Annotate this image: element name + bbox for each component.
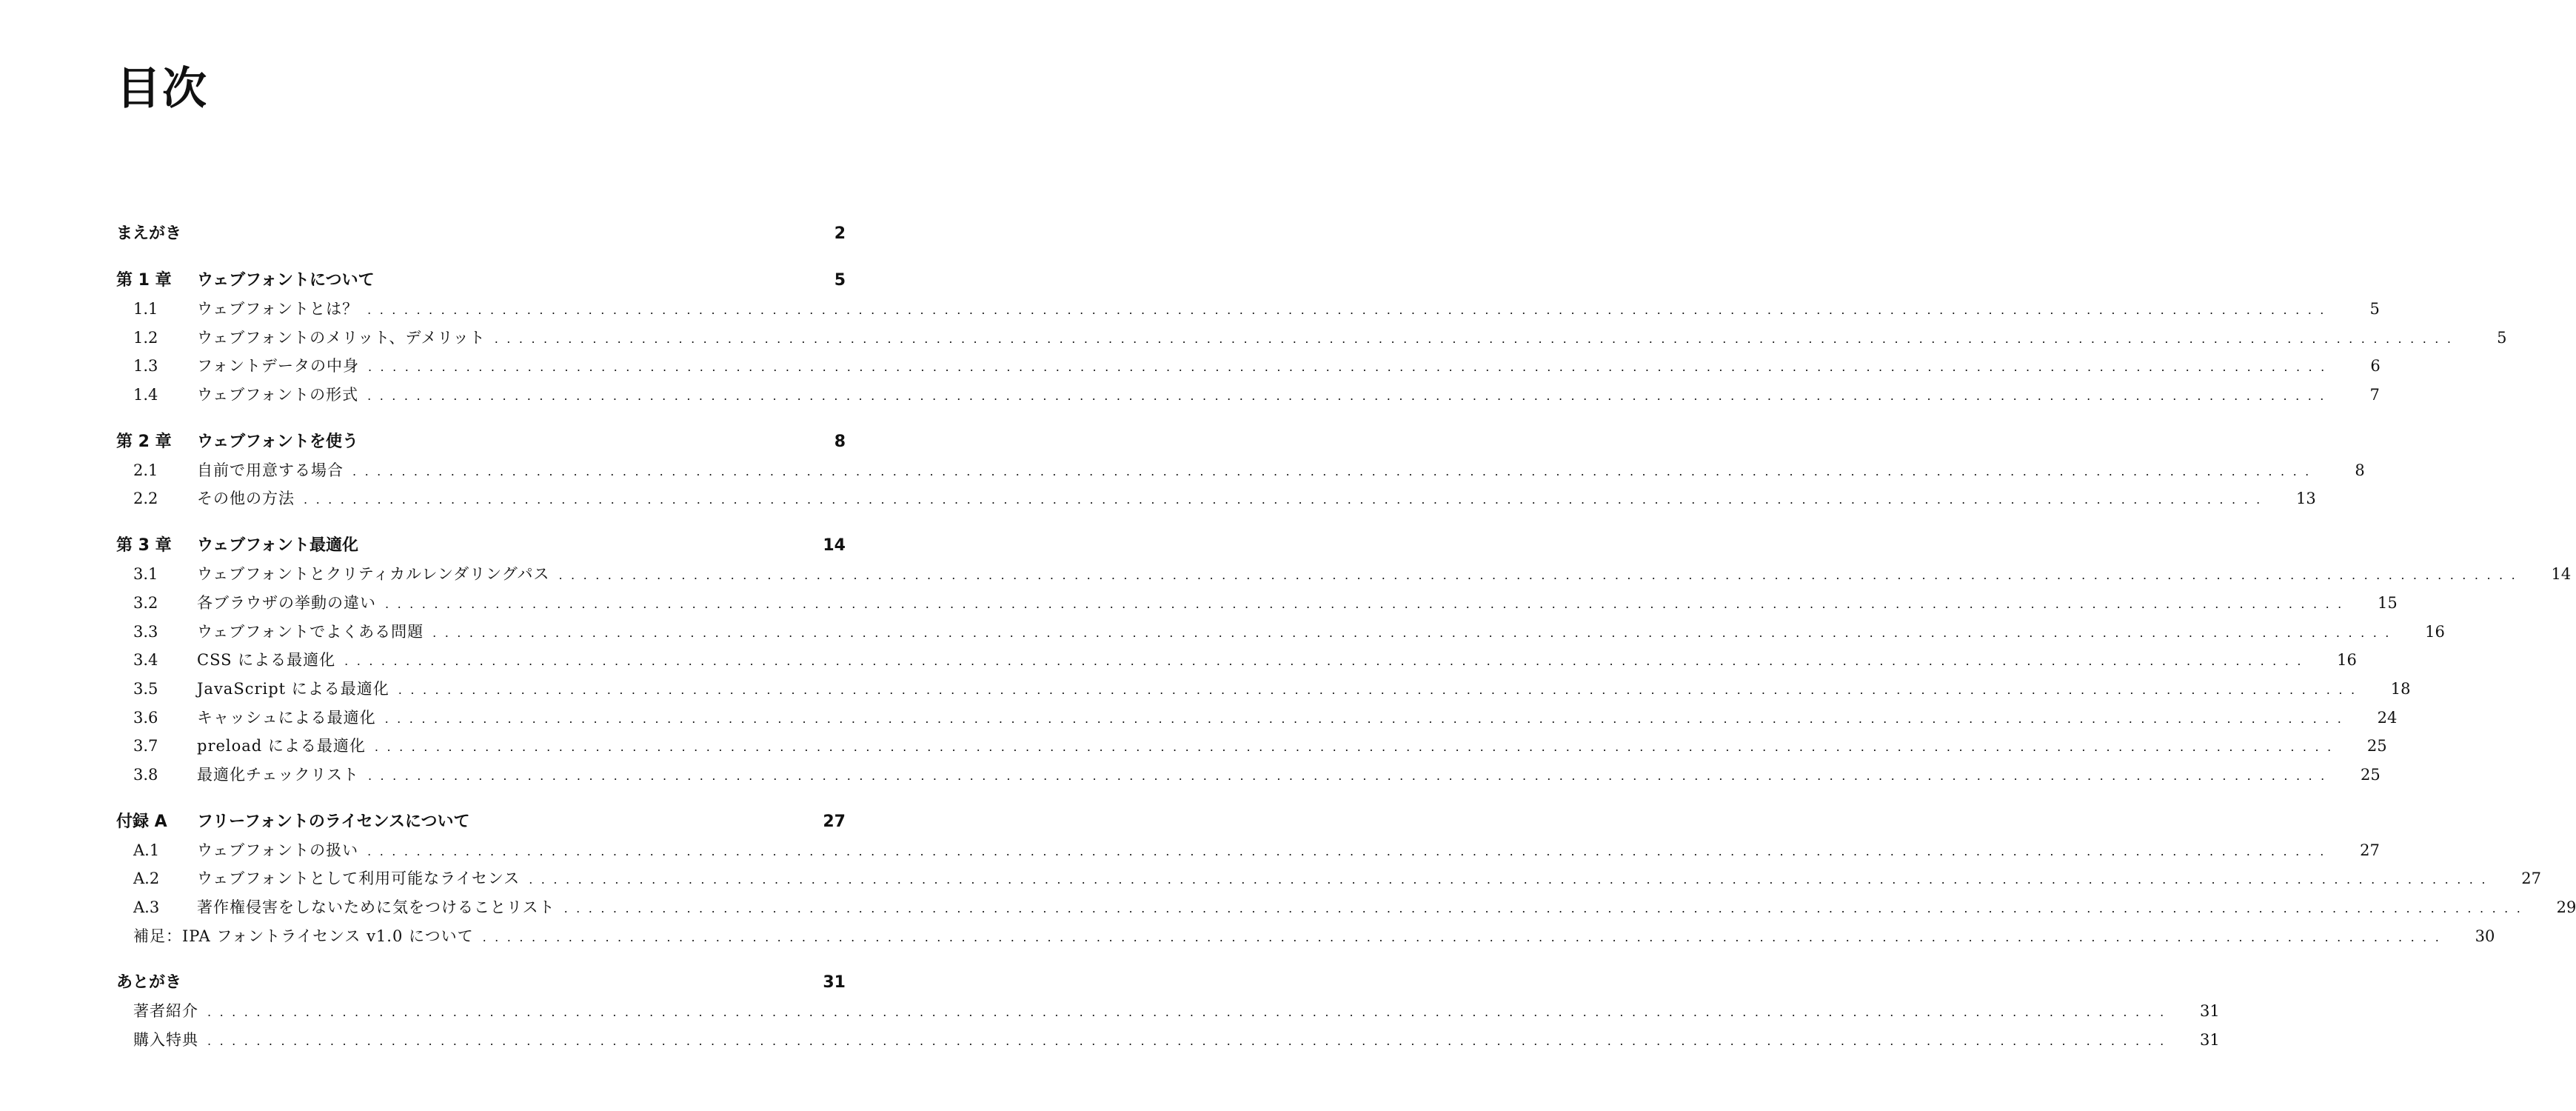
toc-item-author[interactable] <box>116 997 2220 1026</box>
page-number: 29 <box>2556 898 2576 916</box>
toc-section-3-6[interactable] <box>116 704 2398 733</box>
page-number: 27 <box>2521 870 2541 888</box>
toc-section-3-3[interactable] <box>116 618 2445 647</box>
toc-section-3-1[interactable] <box>116 560 2572 589</box>
page-number: 5 <box>2369 300 2380 318</box>
dot-leader: ................................................................................................................................................................ <box>207 1034 2172 1049</box>
section-number: 1.3 <box>133 357 158 376</box>
toc-section-a-3[interactable] <box>116 893 2576 922</box>
section-number: 1.4 <box>133 386 158 404</box>
section-number: A.3 <box>133 898 160 916</box>
chapter-number: 第 1 章 <box>116 271 172 290</box>
section-title: CSS による最適化 <box>197 651 336 670</box>
page-number: 27 <box>823 812 846 831</box>
section-number: 3.5 <box>133 679 158 698</box>
section-number: A.2 <box>133 870 160 888</box>
dot-leader: ................................................................................................................................................................ <box>367 844 2332 858</box>
toc-section-2-2[interactable] <box>116 484 2316 513</box>
dot-leader: ................................................................................................................................................................ <box>482 930 2448 944</box>
toc-section-3-2[interactable] <box>116 589 2398 618</box>
toc-section-1-1[interactable] <box>116 295 2380 324</box>
page-number: 7 <box>2369 386 2380 404</box>
toc-chapter-1[interactable] <box>116 267 846 295</box>
section-title: preload による最適化 <box>197 737 366 755</box>
section-title: 補足：IPA フォントライセンス v1.0 について <box>133 927 474 945</box>
chapter-title: あとがき <box>116 973 182 992</box>
dot-leader: ................................................................................................................................................................ <box>374 740 2340 755</box>
dot-leader: ................................................................................................................................................................ <box>398 682 2363 697</box>
toc-section-1-2[interactable] <box>116 324 2507 353</box>
page-number: 5 <box>2497 328 2507 347</box>
dot-leader: ................................................................................................................................................................ <box>563 901 2529 915</box>
toc-section-3-8[interactable] <box>116 761 2381 790</box>
chapter-title: ウェブフォントを使う <box>197 432 359 451</box>
toc-section-3-7[interactable] <box>116 732 2387 761</box>
chapter-number: 第 2 章 <box>116 432 172 451</box>
page-number: 6 <box>2370 357 2381 376</box>
section-title: 購入特典 <box>133 1031 198 1050</box>
page-number: 5 <box>834 271 846 290</box>
toc-section-1-3[interactable] <box>116 352 2381 381</box>
page-number: 31 <box>823 973 846 992</box>
section-number: A.1 <box>133 841 160 859</box>
chapter-number: 第 3 章 <box>116 536 172 556</box>
dot-leader: ................................................................................................................................................................ <box>558 568 2524 583</box>
section-title: ウェブフォントの扱い <box>197 841 359 859</box>
section-number: 3.7 <box>133 737 158 755</box>
dot-leader: ................................................................................................................................................................ <box>529 873 2494 887</box>
section-number: 3.1 <box>133 565 158 584</box>
section-title: ウェブフォントとクリティカルレンダリングパス <box>197 565 550 584</box>
section-title: ウェブフォントとは？ <box>197 300 359 318</box>
section-title: 著者紹介 <box>133 1002 198 1021</box>
dot-leader: ................................................................................................................................................................ <box>344 654 2309 669</box>
page-number: 2 <box>834 224 846 243</box>
dot-leader: ................................................................................................................................................................ <box>367 360 2333 375</box>
toc-section-3-5[interactable] <box>116 675 2411 704</box>
section-number: 3.8 <box>133 765 158 784</box>
section-number: 3.4 <box>133 651 158 670</box>
section-number: 2.2 <box>133 490 158 508</box>
dot-leader: ................................................................................................................................................................ <box>384 711 2350 726</box>
section-title: ウェブフォントとして利用可能なライセンス <box>197 870 521 888</box>
toc-supplement-ipa[interactable] <box>116 922 2495 951</box>
section-title: JavaScript による最適化 <box>197 679 389 698</box>
dot-leader: ................................................................................................................................................................ <box>367 303 2332 317</box>
section-title: 著作権侵害をしないために気をつけることリスト <box>197 898 555 916</box>
dot-leader: ................................................................................................................................................................ <box>432 625 2398 640</box>
section-number: 2.1 <box>133 461 158 479</box>
page-number: 30 <box>2475 927 2495 945</box>
dot-leader: ................................................................................................................................................................ <box>385 596 2350 611</box>
chapter-number: 付録 A <box>116 812 167 831</box>
page-number: 16 <box>2337 651 2357 670</box>
section-title: フォントデータの中身 <box>197 357 359 376</box>
section-title: その他の方法 <box>197 490 295 508</box>
page-number: 25 <box>2366 737 2387 755</box>
toc-entry-atogaki[interactable] <box>116 969 846 997</box>
page-number: 27 <box>2360 841 2380 859</box>
toc-section-3-4[interactable] <box>116 646 2357 675</box>
page-title: 目次 <box>116 63 208 115</box>
toc-chapter-2[interactable] <box>116 428 846 456</box>
page-number: 13 <box>2296 490 2316 508</box>
section-title: 各ブラウザの挙動の違い <box>197 593 376 612</box>
page-number: 16 <box>2425 622 2445 641</box>
page-number: 31 <box>2200 1031 2220 1050</box>
toc-item-bonus[interactable] <box>116 1026 2220 1055</box>
chapter-title: フリーフォントのライセンスについて <box>197 812 470 831</box>
toc-section-1-4[interactable] <box>116 381 2380 410</box>
toc-chapter-3[interactable] <box>116 532 846 560</box>
section-title: キャッシュによる最適化 <box>197 708 376 727</box>
section-title: ウェブフォントでよくある問題 <box>197 622 424 641</box>
page-number: 8 <box>834 432 846 451</box>
toc-entry-maegaki[interactable] <box>116 220 846 248</box>
section-title: ウェブフォントの形式 <box>197 386 359 404</box>
page-number: 14 <box>2551 565 2572 584</box>
page-number: 24 <box>2377 708 2398 727</box>
section-title: ウェブフォントのメリット、デメリット <box>197 328 486 347</box>
page-number: 31 <box>2200 1002 2220 1021</box>
section-title: 自前で用意する場合 <box>197 461 344 479</box>
toc-section-a-1[interactable] <box>116 836 2380 865</box>
dot-leader: ................................................................................................................................................................ <box>207 1005 2172 1020</box>
section-number: 3.3 <box>133 622 158 641</box>
dot-leader: ................................................................................................................................................................ <box>367 389 2332 404</box>
page-number: 15 <box>2378 593 2398 612</box>
dot-leader: ................................................................................................................................................................ <box>494 331 2460 346</box>
toc-section-2-1[interactable] <box>116 456 2365 485</box>
dot-leader: ................................................................................................................................................................ <box>367 768 2333 783</box>
page-number: 14 <box>823 536 846 556</box>
page-number: 18 <box>2390 679 2411 698</box>
dot-leader: ................................................................................................................................................................ <box>352 464 2318 478</box>
section-number: 3.6 <box>133 708 158 727</box>
section-number: 1.1 <box>133 300 158 318</box>
chapter-title: ウェブフォント最適化 <box>197 536 359 556</box>
dot-leader: ................................................................................................................................................................ <box>304 493 2269 507</box>
chapter-title: まえがき <box>116 224 182 243</box>
toc-appendix-a[interactable] <box>116 808 846 836</box>
toc-section-a-2[interactable] <box>116 864 2541 893</box>
section-number: 1.2 <box>133 328 158 347</box>
section-number: 3.2 <box>133 593 158 612</box>
chapter-title: ウェブフォントについて <box>197 271 375 290</box>
table-of-contents <box>116 218 2576 1055</box>
page-number: 25 <box>2360 765 2381 784</box>
section-title: 最適化チェックリスト <box>197 765 359 784</box>
page-number: 8 <box>2355 461 2365 479</box>
